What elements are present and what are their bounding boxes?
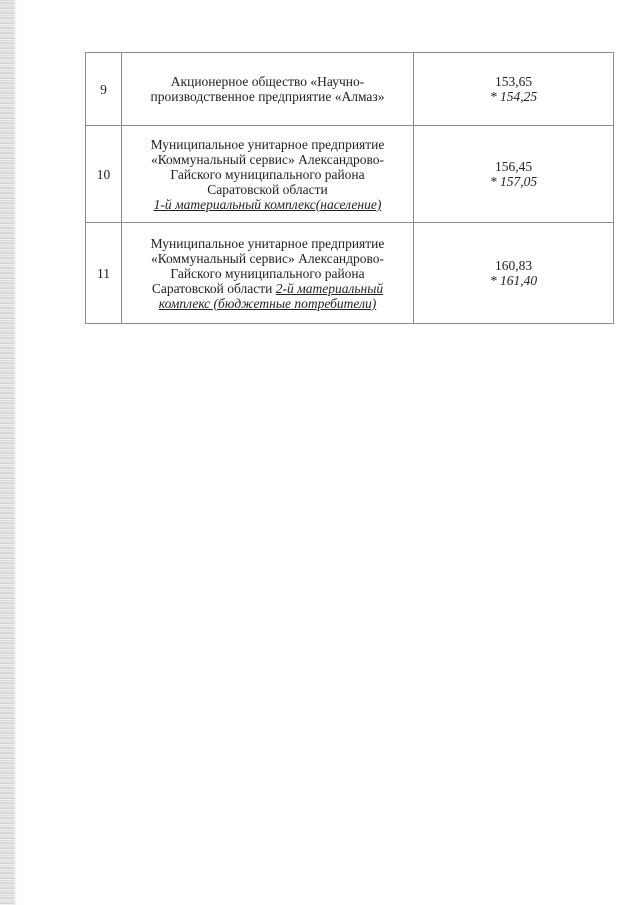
name-line: Саратовской области bbox=[151, 280, 273, 296]
organization-name bbox=[122, 223, 414, 324]
name-line: «Коммунальный сервис» Александрово- bbox=[150, 151, 385, 167]
tariff-value bbox=[414, 53, 614, 126]
name-line: Акционерное общество «Научно- bbox=[170, 74, 365, 89]
tariff-main: 153,65 bbox=[494, 74, 533, 89]
table-row bbox=[86, 223, 614, 324]
tariff-main: 160,83 bbox=[494, 258, 533, 273]
name-line: Гайского муниципального района bbox=[170, 265, 365, 281]
name-line: Саратовской области bbox=[207, 181, 328, 197]
row-number: 10 bbox=[86, 126, 122, 223]
row-number: 9 bbox=[86, 53, 122, 126]
name-line: «Коммунальный сервис» Александрово- bbox=[150, 250, 385, 266]
name-line: производственное предприятие «Алмаз» bbox=[150, 89, 385, 104]
row-number: 11 bbox=[86, 223, 122, 324]
material-complex-note-inline: 2-й материальный bbox=[275, 280, 384, 296]
name-line: Муниципальное унитарное предприятие bbox=[150, 136, 385, 152]
material-complex-note: комплекс (бюджетные потребители) bbox=[158, 295, 377, 311]
table-row bbox=[86, 126, 614, 223]
tariff-alternate: * 161,40 bbox=[489, 273, 538, 288]
organization-name bbox=[122, 53, 414, 126]
tariff-alternate: * 154,25 bbox=[489, 89, 538, 104]
tariff-value bbox=[414, 126, 614, 223]
tariff-table bbox=[85, 52, 614, 324]
tariff-value bbox=[414, 223, 614, 324]
name-line: Муниципальное унитарное предприятие bbox=[150, 235, 385, 251]
organization-name bbox=[122, 126, 414, 223]
table-row bbox=[86, 53, 614, 126]
scan-edge-artifact bbox=[0, 0, 14, 905]
tariff-alternate: * 157,05 bbox=[489, 174, 538, 189]
tariff-main: 156,45 bbox=[494, 159, 533, 174]
name-line: Гайского муниципального района bbox=[170, 166, 365, 182]
material-complex-note: 1-й материальный комплекс(население) bbox=[153, 196, 382, 212]
